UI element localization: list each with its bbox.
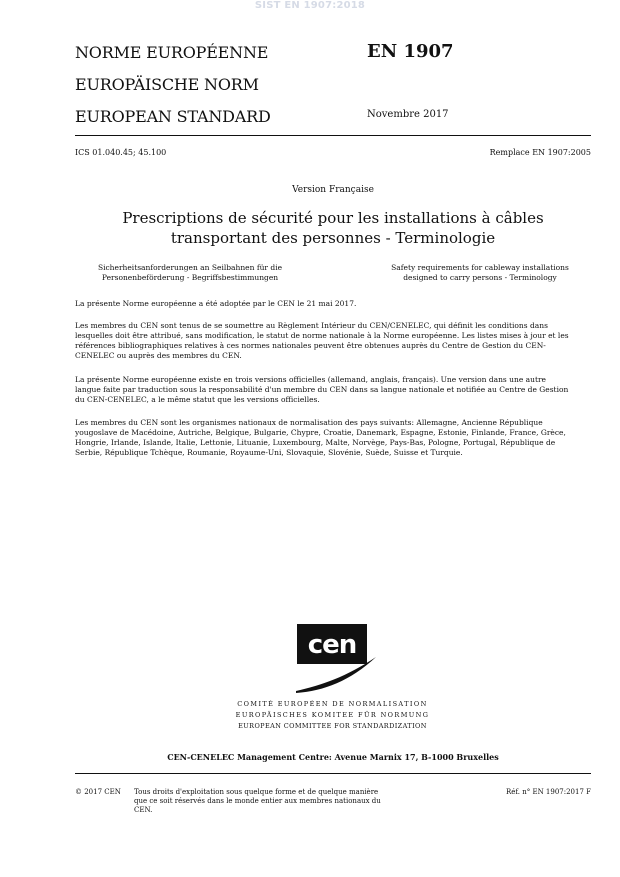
rights-line: que ce soit réservés dans le monde entier aux membres nationaux du	[134, 797, 381, 805]
paragraph-line: CENELEC ou auprès des membres du CEN.	[75, 351, 242, 360]
publication-date: Novembre 2017	[367, 109, 449, 120]
paragraph-adoption	[75, 299, 591, 309]
header-rule	[75, 135, 591, 136]
rights-line: Tous droits d'exploitation sous quelque forme et de quelque manière	[134, 788, 379, 796]
paragraph-line: La présente Norme européenne a été adoptée par le CEN le 21 mai 2017.	[75, 299, 357, 308]
title-line-2: transportant des personnes - Terminologie	[170, 229, 496, 247]
cen-name-en: EUROPEAN COMMITTEE FOR STANDARDIZATION	[238, 722, 427, 730]
title-line-1: Prescriptions de sécurité pour les installations à câbles	[122, 209, 544, 227]
paragraph-members-obligation	[75, 321, 591, 361]
paragraph-line: Les membres du CEN sont tenus de se soumettre au Règlement Intérieur du CEN/CENELEC, qui définit les conditions dans	[75, 321, 548, 330]
cen-logo-text: cen	[307, 630, 357, 660]
footer-rule	[75, 773, 591, 774]
german-title-line-1: Sicherheitsanforderungen an Seilbahnen für die	[97, 263, 283, 272]
watermark: SIST EN 1907:2018	[254, 0, 366, 11]
norm-title-en: EUROPEAN STANDARD	[75, 107, 271, 126]
paragraph-official-versions	[75, 375, 591, 405]
norm-title-de: EUROPÄISCHE NORM	[75, 75, 259, 94]
paragraph-line: du CEN-CENELEC, a le même statut que les versions officielles.	[75, 395, 320, 404]
rights-notice	[134, 788, 404, 815]
cen-name-fr: COMITÉ EUROPÉEN DE NORMALISATION	[237, 700, 428, 708]
german-title-line-2: Personenbeförderung - Begriffsbestimmungen	[101, 273, 279, 282]
paragraph-line: références bibliographiques relatives à ces normes nationales peuvent être obtenues auprès du Centre de Gestion du CEN-	[75, 341, 546, 350]
english-title-line-1: Safety requirements for cableway installations	[391, 263, 569, 272]
norm-title-fr: NORME EUROPÉENNE	[75, 43, 269, 62]
cen-name-de: EUROPÄISCHES KOMITEE FÜR NORMUNG	[235, 711, 430, 719]
ics-code: ICS 01.040.45; 45.100	[75, 148, 167, 157]
paragraph-line: Hongrie, Irlande, Islande, Italie, Lettonie, Lituanie, Luxembourg, Malte, Norvège, Pays-Bas, Pologne, Portugal, République de	[75, 438, 556, 447]
paragraph-line: yougoslave de Macédoine, Autriche, Belgique, Bulgarie, Chypre, Croatie, Danemark, Espagne, Estonie, Finlande, France, Grèce,	[75, 428, 566, 437]
english-title	[370, 263, 590, 283]
document-title	[75, 208, 591, 248]
paragraph-member-countries	[75, 418, 591, 458]
version-label: Version Française	[292, 185, 374, 195]
management-centre-address: CEN-CENELEC Management Centre: Avenue Marnix 17, B-1000 Bruxelles	[167, 752, 499, 762]
paragraph-line: Serbie, République Tchèque, Roumanie, Royaume-Uni, Slovaquie, Slovénie, Suède, Suisse et Turquie.	[75, 448, 463, 457]
replaces-note: Remplace EN 1907:2005	[489, 148, 591, 157]
reference-number: Réf. n° EN 1907:2017 F	[506, 788, 591, 796]
paragraph-line: La présente Norme européenne existe en trois versions officielles (allemand, anglais, français). Une version dans une autre	[75, 375, 546, 384]
paragraph-line: Les membres du CEN sont les organismes nationaux de normalisation des pays suivants: Allemagne, Ancienne République	[75, 418, 543, 427]
paragraph-line: lesquelles doit être attribué, sans modification, le statut de norme nationale à la Norme européenne. Les listes mises à jour et les	[75, 331, 569, 340]
english-title-line-2: designed to carry persons - Terminology	[403, 273, 557, 282]
paragraph-line: langue faite par traduction sous la responsabilité d'un membre du CEN dans sa langue nationale et notifiée au Centre de Gestion	[75, 385, 569, 394]
copyright: © 2017 CEN	[75, 788, 121, 796]
rights-line: CEN.	[134, 806, 153, 814]
german-title	[80, 263, 300, 283]
cen-logo-swoosh	[294, 655, 378, 695]
standard-number: EN 1907	[367, 41, 454, 62]
